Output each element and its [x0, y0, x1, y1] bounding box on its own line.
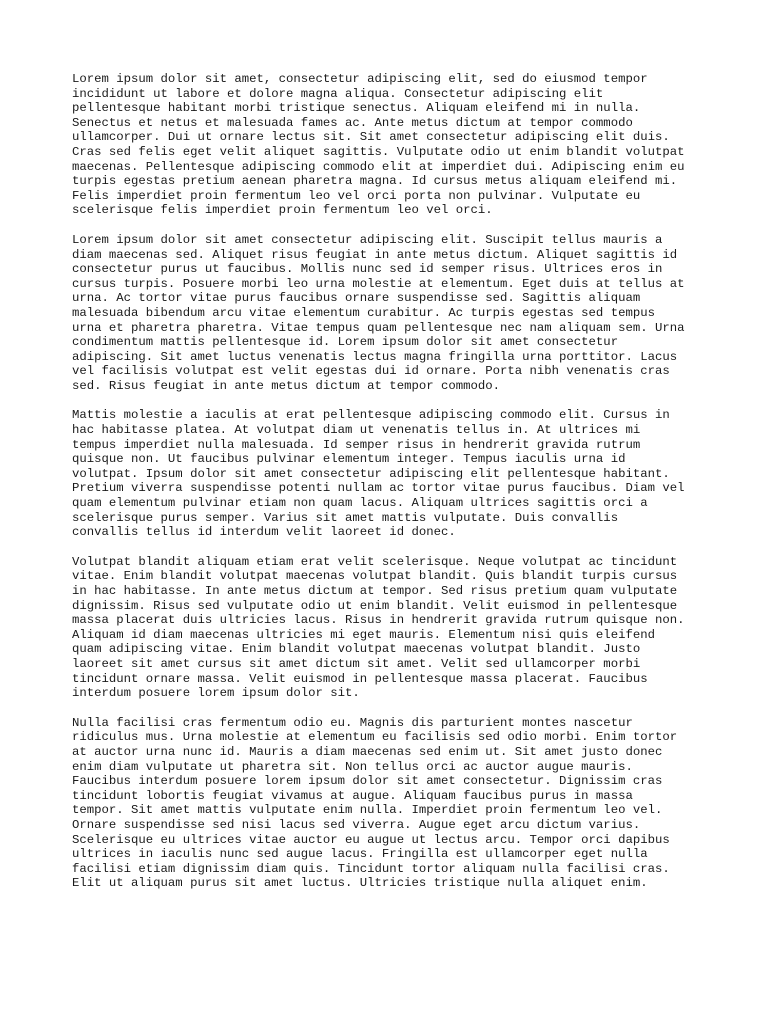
paragraph-line: massa placerat duis ultricies lacus. Risus in hendrerit gravida rutrum quisque non. — [72, 613, 685, 628]
paragraph-line: turpis egestas pretium aenean pharetra magna. Id cursus metus aliquam eleifend mi. — [72, 174, 678, 189]
paragraph-line: vel facilisis volutpat est velit egestas dui id ornare. Porta nibh venenatis cras — [72, 364, 670, 379]
paragraph-line: convallis tellus id interdum velit laoreet id donec. — [72, 525, 456, 540]
paragraph-line: adipiscing. Sit amet luctus venenatis lectus magna fringilla urna porttitor. Lacus — [72, 349, 678, 364]
paragraph-line: Ornare suspendisse sed nisi lacus sed viverra. Augue eget arcu dictum varius. — [72, 817, 641, 832]
paragraph-line: condimentum mattis pellentesque id. Lorem ipsum dolor sit amet consectetur — [72, 335, 619, 350]
paragraph-5 — [72, 716, 712, 891]
paragraph-line: consectetur purus ut faucibus. Mollis nunc sed id semper risus. Ultrices eros in — [72, 262, 663, 277]
paragraph-line: diam maecenas sed. Aliquet risus feugiat in ante metus dictum. Aliquet sagittis id — [72, 247, 678, 262]
paragraph-line: volutpat. Ipsum dolor sit amet consectetur adipiscing elit pellentesque habitant. — [72, 466, 670, 481]
paragraph-line: vitae. Enim blandit volutpat maecenas volutpat blandit. Quis blandit turpis cursus — [72, 569, 678, 584]
paragraph-line: Pretium viverra suspendisse potenti nullam ac tortor vitae purus faucibus. Diam vel — [72, 481, 685, 496]
paragraph-line: tincidunt ornare massa. Velit euismod in pellentesque massa placerat. Faucibus — [72, 671, 648, 686]
paragraph-line: Aliquam id diam maecenas ultricies mi eget mauris. Elementum nisi quis eleifend — [72, 627, 655, 642]
paragraph-line: Volutpat blandit aliquam etiam erat velit scelerisque. Neque volutpat ac tincidunt — [72, 554, 678, 569]
paragraph-line: pellentesque habitant morbi tristique senectus. Aliquam eleifend mi in nulla. — [72, 101, 641, 116]
paragraph-line: Elit ut aliquam purus sit amet luctus. Ultricies tristique nulla aliquet enim. — [72, 876, 648, 891]
paragraph-line: incididunt ut labore et dolore magna aliqua. Consectetur adipiscing elit — [72, 86, 604, 101]
paragraph-line: quisque non. Ut faucibus pulvinar elementum integer. Tempus iaculis urna id — [72, 452, 626, 467]
paragraph-line: at auctor urna nunc id. Mauris a diam maecenas sed enim ut. Sit amet justo donec — [72, 744, 663, 759]
paragraph-line: Faucibus interdum posuere lorem ipsum dolor sit amet consectetur. Dignissim cras — [72, 774, 663, 789]
paragraph-line: cursus turpis. Posuere morbi leo urna molestie at elementum. Eget duis at tellus at — [72, 276, 685, 291]
paragraph-line: scelerisque felis imperdiet proin fermentum leo vel orci. — [72, 203, 493, 218]
paragraph-line: Felis imperdiet proin fermentum leo vel orci porta non pulvinar. Vulputate eu — [72, 188, 641, 203]
paragraph-line: tempor. Sit amet mattis vulputate enim nulla. Imperdiet proin fermentum leo vel. — [72, 803, 663, 818]
paragraph-line: quam elementum pulvinar etiam non quam lacus. Aliquam ultrices sagittis orci a — [72, 496, 648, 511]
paragraph-line: dignissim. Risus sed vulputate odio ut enim blandit. Velit euismod in pellentesque — [72, 598, 678, 613]
document-body — [72, 72, 712, 906]
paragraph-line: Mattis molestie a iaculis at erat pellentesque adipiscing commodo elit. Cursus in — [72, 408, 670, 423]
paragraph-line: ultrices in iaculis nunc sed augue lacus. Fringilla est ullamcorper eget nulla — [72, 847, 648, 862]
paragraph-1 — [72, 72, 712, 218]
paragraph-line: facilisi etiam dignissim diam quis. Tincidunt tortor aliquam nulla facilisi cras. — [72, 861, 670, 876]
paragraph-line: scelerisque purus semper. Varius sit amet mattis vulputate. Duis convallis — [72, 510, 619, 525]
paragraph-line: ullamcorper. Dui ut ornare lectus sit. Sit amet consectetur adipiscing elit duis. — [72, 130, 670, 145]
paragraph-line: Senectus et netus et malesuada fames ac. Ante metus dictum at tempor commodo — [72, 115, 633, 130]
paragraph-line: sed. Risus feugiat in ante metus dictum at tempor commodo. — [72, 378, 501, 393]
paragraph-line: tincidunt lobortis feugiat vivamus at augue. Aliquam faucibus purus in massa — [72, 788, 633, 803]
paragraph-2 — [72, 233, 712, 394]
paragraph-line: quam adipiscing vitae. Enim blandit volutpat maecenas volutpat blandit. Justo — [72, 642, 641, 657]
paragraph-3 — [72, 408, 712, 539]
paragraph-line: tempus imperdiet nulla malesuada. Id semper risus in hendrerit gravida rutrum — [72, 437, 641, 452]
paragraph-line: interdum posuere lorem ipsum dolor sit. — [72, 686, 360, 701]
paragraph-line: laoreet sit amet cursus sit amet dictum sit amet. Velit sed ullamcorper morbi — [72, 656, 641, 671]
paragraph-line: in hac habitasse. In ante metus dictum at tempor. Sed risus pretium quam vulputate — [72, 584, 678, 598]
paragraph-line: Lorem ipsum dolor sit amet consectetur adipiscing elit. Suscipit tellus mauris a — [72, 232, 663, 247]
paragraph-line: urna. Ac tortor vitae purus faucibus ornare suspendisse sed. Sagittis aliquam — [72, 291, 641, 306]
paragraph-line: Cras sed felis eget velit aliquet sagittis. Vulputate odio ut enim blandit volutpat — [72, 144, 685, 159]
paragraph-line: maecenas. Pellentesque adipiscing commodo elit at imperdiet dui. Adipiscing enim eu — [72, 159, 685, 174]
paragraph-line: malesuada bibendum arcu vitae elementum curabitur. Ac turpis egestas sed tempus — [72, 305, 655, 320]
paragraph-line: Nulla facilisi cras fermentum odio eu. Magnis dis parturient montes nascetur — [72, 715, 633, 730]
paragraph-4 — [72, 555, 712, 701]
paragraph-line: ridiculus mus. Urna molestie at elementum eu facilisis sed odio morbi. Enim tortor — [72, 730, 678, 745]
paragraph-line: urna et pharetra pharetra. Vitae tempus quam pellentesque nec nam aliquam sem. Urna — [72, 320, 685, 335]
paragraph-line: Scelerisque eu ultrices vitae auctor eu augue ut lectus arcu. Tempor orci dapibus — [72, 832, 670, 847]
paragraph-line: Lorem ipsum dolor sit amet, consectetur adipiscing elit, sed do eiusmod tempor — [72, 72, 648, 86]
paragraph-line: enim diam vulputate ut pharetra sit. Non tellus orci ac auctor augue mauris. — [72, 759, 633, 774]
paragraph-line: hac habitasse platea. At volutpat diam ut venenatis tellus in. At ultrices mi — [72, 423, 641, 438]
